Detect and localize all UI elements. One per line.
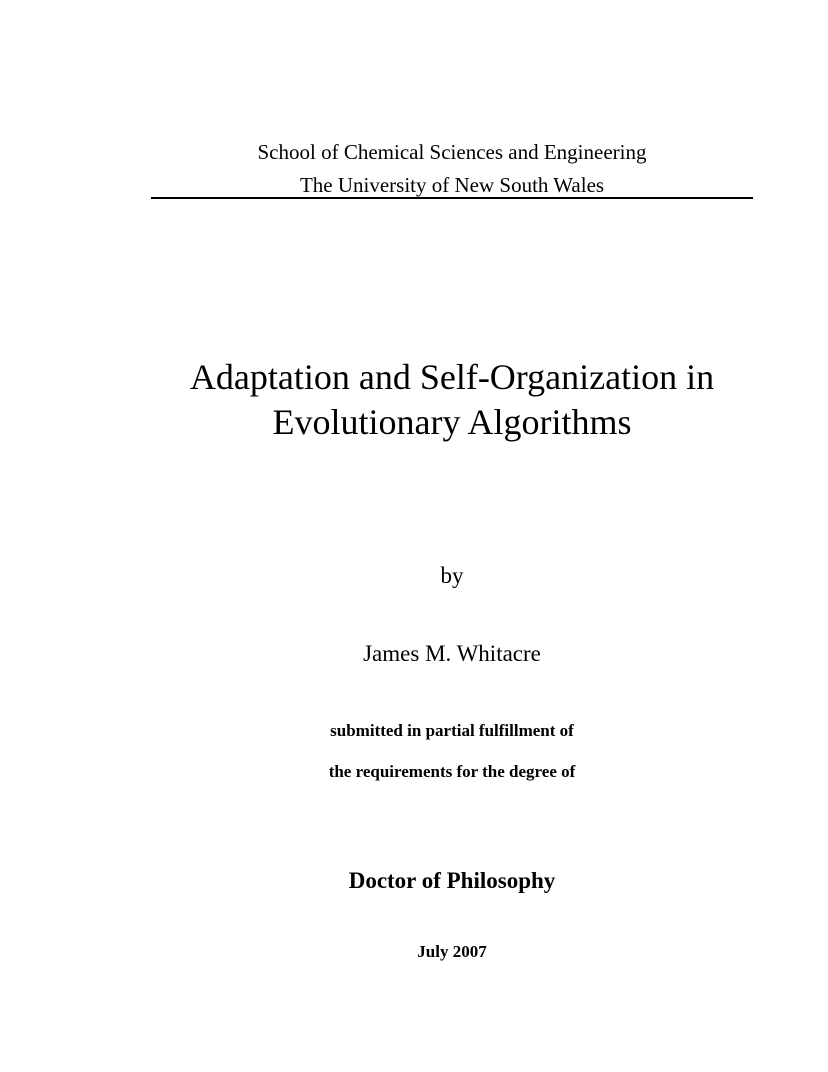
thesis-title-line-1: Adaptation and Self-Organization in bbox=[189, 357, 715, 397]
submission-statement-line-1: submitted in partial fulfillment of bbox=[330, 721, 574, 740]
submission-date: July 2007 bbox=[417, 942, 487, 961]
school-name: School of Chemical Sciences and Engineering bbox=[257, 140, 647, 164]
by-label: by bbox=[440, 563, 464, 588]
university-name: The University of New South Wales bbox=[299, 173, 605, 197]
degree-name: Doctor of Philosophy bbox=[348, 868, 556, 893]
header-divider bbox=[151, 197, 753, 199]
author-name: James M. Whitacre bbox=[363, 641, 541, 666]
submission-statement-line-2: the requirements for the degree of bbox=[328, 762, 576, 781]
thesis-title-line-2: Evolutionary Algorithms bbox=[272, 402, 632, 442]
